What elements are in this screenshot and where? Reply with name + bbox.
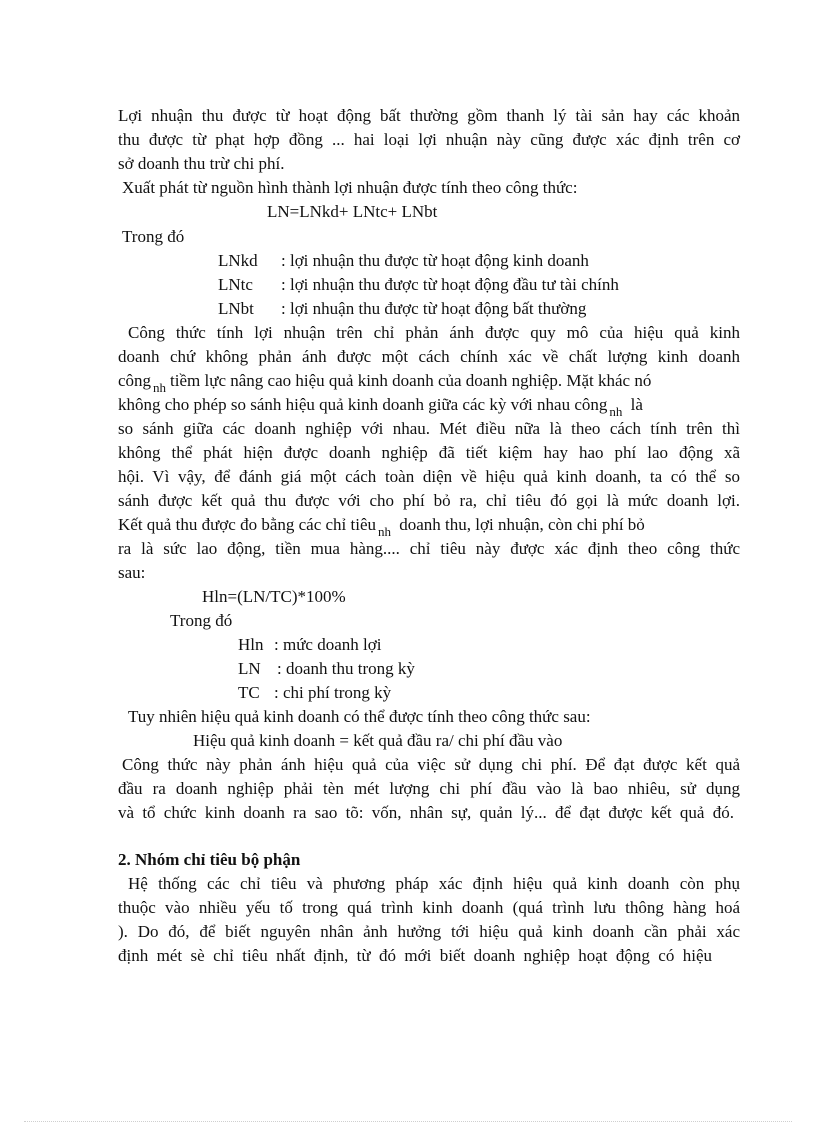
page-bottom-rule xyxy=(24,1121,792,1122)
para4-line-2: thuộc vào nhiều yếu tố trong quá trình kinh doanh (quá trình lưu thông hàng hoá xyxy=(118,898,740,917)
def1-desc-lnbt: : lợi nhuận thu được từ hoạt động bất thường xyxy=(281,299,587,318)
para2-l3-end: tiềm lực nâng cao hiệu quả kinh doanh của doanh nghiệp. Mặt khác nó xyxy=(170,371,652,390)
para2-l3-start: công xyxy=(118,371,152,390)
para2-line-3 xyxy=(118,369,740,394)
where1-label: Trong đó xyxy=(122,227,185,246)
def2-desc-hln: : mức doanh lợi xyxy=(274,635,382,654)
def1-desc-lnkd: : lợi nhuận thu được từ hoạt động kinh doanh xyxy=(281,251,589,270)
para3-line-2: đầu ra doanh nghiệp phải tèn mét lượng chi phí đầu vào là bao nhiêu, sử dụng xyxy=(118,779,740,798)
formula2: Hln=(LN/TC)*100% xyxy=(202,587,346,606)
para4-line-4: định mét sè chỉ tiêu nhất định, từ đó mới biết doanh nghiệp hoạt động có hiệu xyxy=(118,946,712,965)
para2-line-10: ra là sức lao động, tiền mua hàng.... chỉ tiêu này được xác định theo công thức xyxy=(118,539,740,558)
para2-l4-start: không cho phép so sánh hiệu quả kinh doanh giữa các kỳ với nhau công xyxy=(118,395,608,414)
para4-line-3: ). Do đó, để biết nguyên nhân ảnh hưởng tới hiệu quả kinh doanh cần phải xác xyxy=(118,922,740,941)
formula3-intro: Tuy nhiên hiệu quả kinh doanh có thể được tính theo công thức sau: xyxy=(128,707,591,726)
para1-line-3: sở doanh thu trừ chi phí. xyxy=(118,154,285,173)
def2-term-tc: TC xyxy=(238,683,260,702)
section2-heading: 2. Nhóm chỉ tiêu bộ phận xyxy=(118,850,301,869)
para2-l4-sub: nh xyxy=(609,404,623,419)
para2-line-9 xyxy=(118,513,740,538)
formula3: Hiệu quả kinh doanh = kết quả đầu ra/ chi phí đầu vào xyxy=(193,731,563,750)
formula1-intro: Xuất phát từ nguồn hình thành lợi nhuận được tính theo công thức: xyxy=(122,178,578,197)
def2-term-ln: LN xyxy=(238,659,261,678)
para2-line-4 xyxy=(118,393,740,418)
para2-l3-sub: nh xyxy=(153,380,167,395)
para2-l4-end: là xyxy=(630,395,643,414)
def2-desc-ln: : doanh thu trong kỳ xyxy=(277,659,415,678)
para2-l9-sub: nh xyxy=(378,524,392,539)
para3-line-1: Công thức này phản ánh hiệu quả của việc sử dụng chi phí. Để đạt được kết quả xyxy=(122,755,740,774)
para4-line-1: Hệ thống các chỉ tiêu và phương pháp xác định hiệu quả kinh doanh còn phụ xyxy=(128,874,740,893)
para2-line-5: so sánh giữa các doanh nghiệp với nhau. Mét điều nữa là theo cách tính trên thì xyxy=(118,419,740,438)
para2-line-7: hội. Vì vậy, để đánh giá một cách toàn diện về hiệu quả kinh doanh, ta có thể so xyxy=(118,467,740,486)
def2-term-hln: Hln xyxy=(238,635,264,654)
para2-l9-start: Kết quả thu được đo bằng các chỉ tiêu xyxy=(118,515,377,534)
para2-line-11: sau: xyxy=(118,563,146,582)
def1-desc-lntc: : lợi nhuận thu được từ hoạt động đầu tư tài chính xyxy=(281,275,619,294)
para1-line-2: thu được từ phạt hợp đồng ... hai loại lợi nhuận này cũng được xác định trên cơ xyxy=(118,130,740,149)
para2-line-8: sánh được kết quả thu được với cho phí bỏ ra, chỉ tiêu đó gọi là mức doanh lợi. xyxy=(118,491,740,510)
para1-line-1: Lợi nhuận thu được từ hoạt động bất thường gồm thanh lý tài sản hay các khoản xyxy=(118,106,740,125)
formula1: LN=LNkd+ LNtc+ LNbt xyxy=(267,202,438,221)
para2-line-6: không thể phát hiện được doanh nghiệp đã tiết kiệm hay hao phí lao động xã xyxy=(118,443,740,462)
para2-line-2: doanh chứ không phản ánh được một cách chính xác về chất lượng kinh doanh xyxy=(118,347,740,366)
def2-desc-tc: : chi phí trong kỳ xyxy=(274,683,392,702)
para3-line-3: và tổ chức kinh doanh ra sao tõ: vốn, nhân sự, quản lý... để đạt được kết quả đó. xyxy=(118,803,734,822)
def1-term-lnbt: LNbt xyxy=(218,299,254,318)
para2-line-1: Công thức tính lợi nhuận trên chỉ phản ánh được quy mô của hiệu quả kinh xyxy=(128,323,740,342)
where2-label: Trong đó xyxy=(170,611,233,630)
def1-term-lntc: LNtc xyxy=(218,275,253,294)
para2-l9-end: doanh thu, lợi nhuận, còn chi phí bỏ xyxy=(399,515,645,534)
def1-term-lnkd: LNkd xyxy=(218,251,258,270)
